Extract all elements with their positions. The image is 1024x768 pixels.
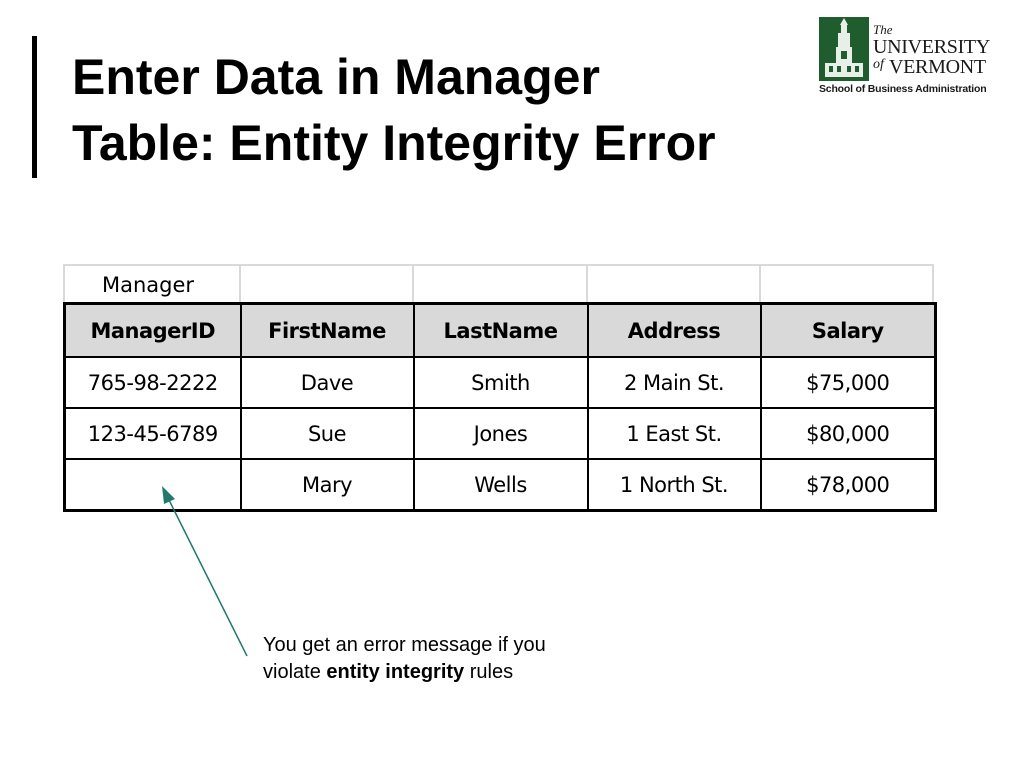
- cell-address: 1 East St.: [588, 408, 761, 459]
- table-caption: Manager: [102, 273, 195, 297]
- column-header-address: Address: [588, 304, 761, 358]
- cell-firstname: Dave: [241, 357, 414, 408]
- table-caption-row: [63, 264, 934, 302]
- cell-managerid: 123-45-6789: [65, 408, 241, 459]
- slide-title-line-1: Enter Data in Manager: [72, 49, 600, 105]
- caption-empty-cell: [239, 264, 412, 302]
- cell-address: 2 Main St.: [588, 357, 761, 408]
- table-row: [65, 408, 936, 459]
- cell-lastname: Wells: [414, 459, 588, 511]
- caption-empty-cell: [759, 264, 934, 302]
- column-header-firstname: FirstName: [241, 304, 414, 358]
- table-header-row: [65, 304, 936, 358]
- table-row: [65, 357, 936, 408]
- manager-table: [63, 302, 937, 512]
- logo-tower-icon: [819, 17, 869, 81]
- cell-salary: $75,000: [761, 357, 936, 408]
- note-suffix: rules: [464, 661, 514, 683]
- table-caption-cell: [63, 264, 239, 302]
- logo-school-name: School of Business Administration: [819, 83, 987, 95]
- uvm-logo: [819, 17, 999, 97]
- cell-firstname: Mary: [241, 459, 414, 511]
- caption-empty-cell: [586, 264, 759, 302]
- table-row: [65, 459, 936, 511]
- slide-title: [72, 44, 716, 176]
- note-line-1: You get an error message if you: [263, 634, 546, 656]
- cell-salary: $80,000: [761, 408, 936, 459]
- cell-managerid-empty: [65, 459, 241, 511]
- cell-managerid: 765-98-2222: [65, 357, 241, 408]
- note-line-2: [263, 659, 546, 686]
- cell-address: 1 North St.: [588, 459, 761, 511]
- title-accent-bar: [32, 36, 37, 178]
- manager-table-container: [63, 264, 934, 512]
- column-header-salary: Salary: [761, 304, 936, 358]
- logo-vermont: VERMONT: [889, 56, 986, 78]
- cell-lastname: Smith: [414, 357, 588, 408]
- note-emphasis: entity integrity: [326, 661, 465, 683]
- note-prefix: violate: [263, 661, 327, 683]
- cell-firstname: Sue: [241, 408, 414, 459]
- caption-empty-cell: [412, 264, 586, 302]
- cell-lastname: Jones: [414, 408, 588, 459]
- column-header-lastname: LastName: [414, 304, 588, 358]
- logo-the: The: [873, 22, 893, 37]
- column-header-managerid: ManagerID: [65, 304, 241, 358]
- logo-university: UNIVERSITY: [873, 36, 990, 58]
- annotation-note: [263, 632, 546, 686]
- arrow-line: [166, 494, 247, 656]
- slide-title-line-2: Table: Entity Integrity Error: [72, 115, 716, 171]
- logo-of: of: [873, 57, 884, 72]
- cell-salary: $78,000: [761, 459, 936, 511]
